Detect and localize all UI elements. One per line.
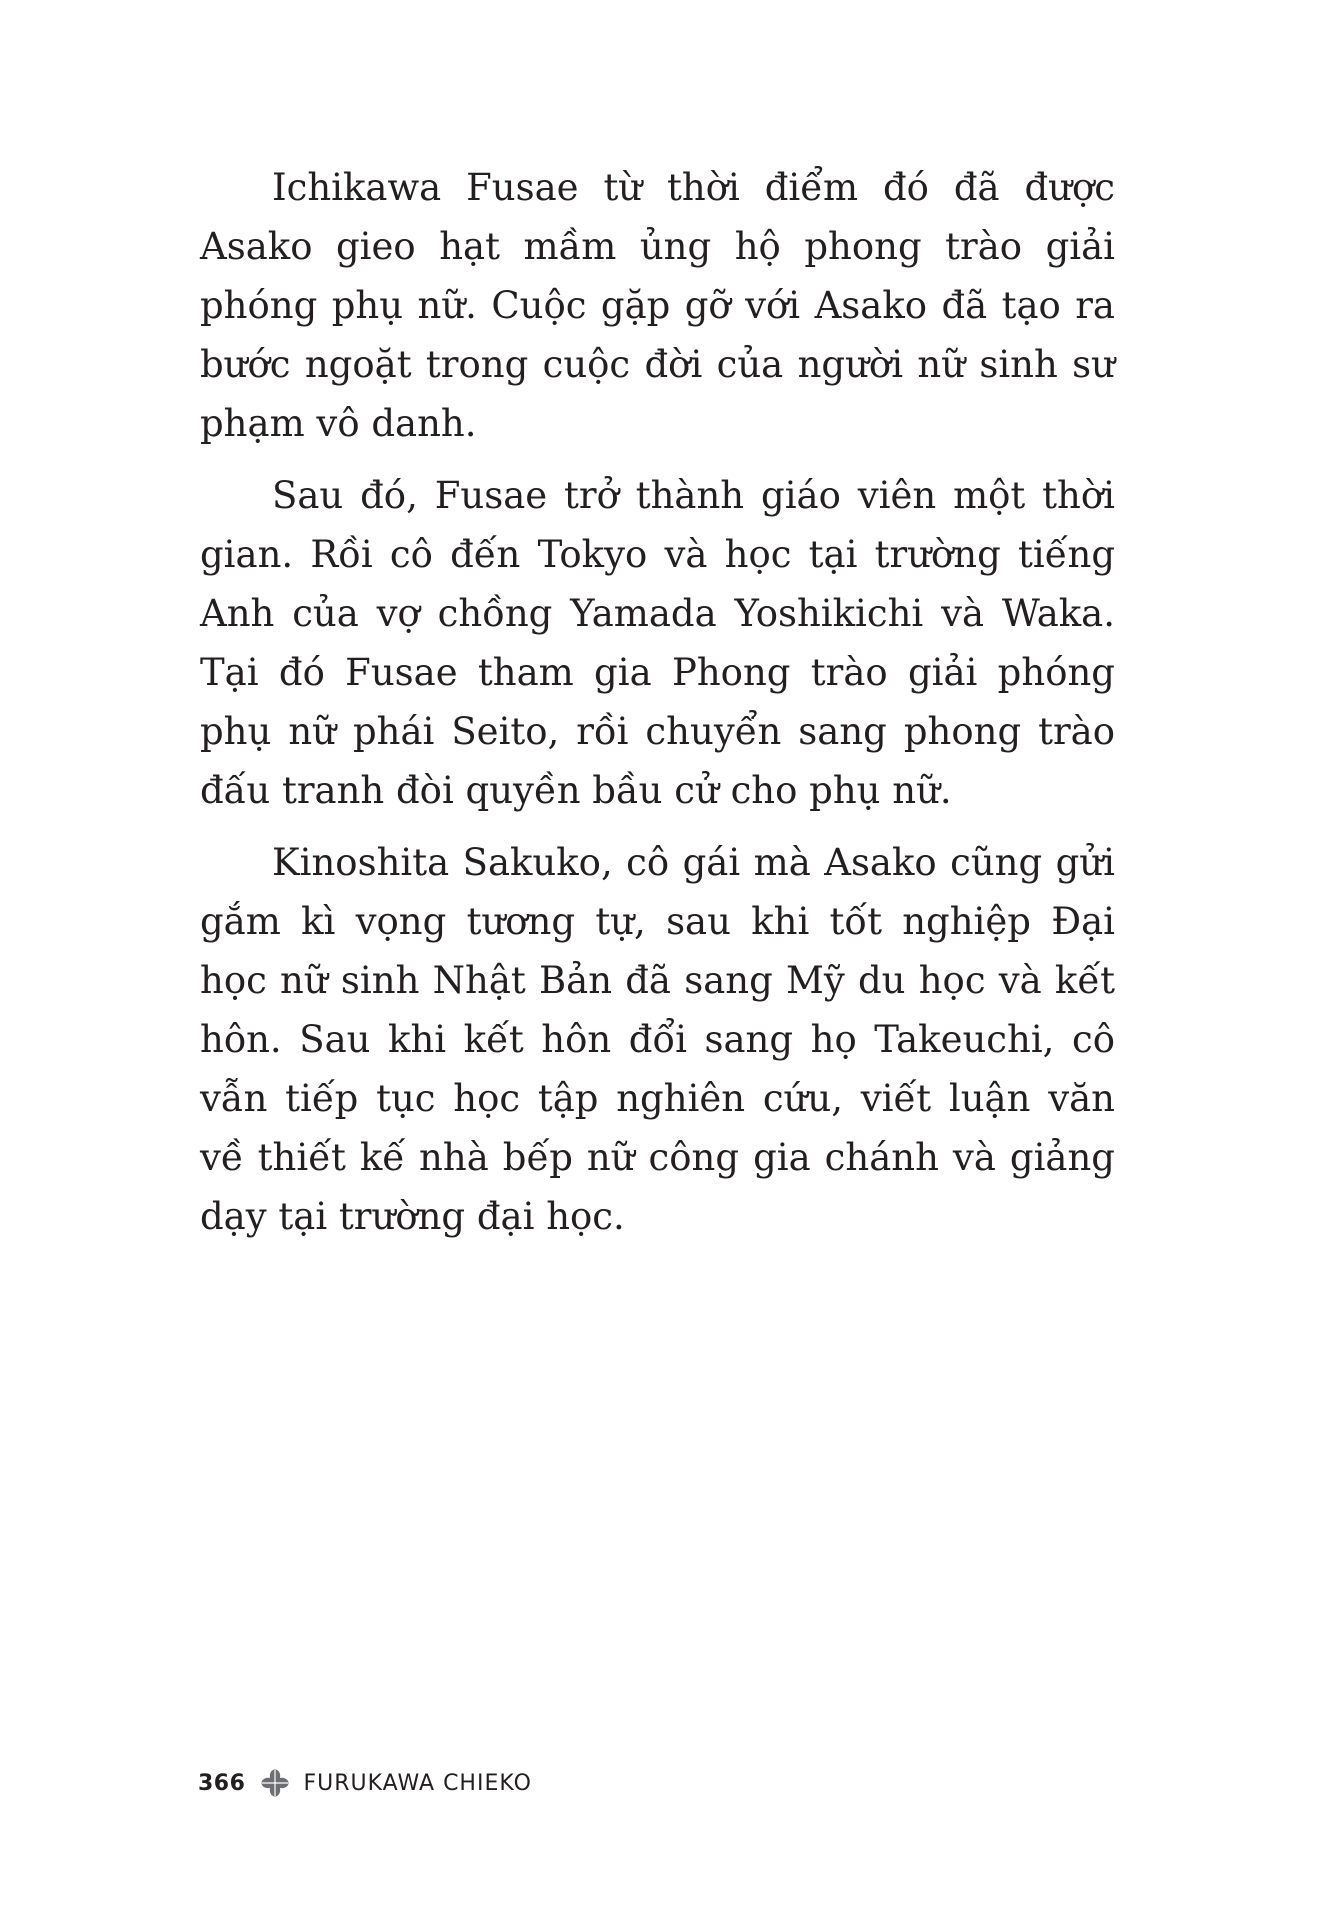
paragraph-3: Kinoshita Sakuko, cô gái mà Asako cũng gửi gắm kì vọng tương tự, sau khi tốt nghiệp Đại học nữ sinh Nhật Bản đã sang Mỹ du học và kết hôn. Sau khi kết hôn đổi sang họ Takeuchi, cô vẫn tiếp tục học tập nghiên cứu, viết luận văn về thiết kế nhà bếp nữ công gia chánh và giảng dạy tại trường đại học. (200, 841, 1115, 1238)
paragraph-2: Sau đó, Fusae trở thành giáo viên một thời gian. Rồi cô đến Tokyo và học tại trường tiếng Anh của vợ chồng Yamada Yoshikichi và Waka. Tại đó Fusae tham gia Phong trào giải phóng phụ nữ phái Seito, rồi chuyển sang phong trào đấu tranh đòi quyền bầu cử cho phụ nữ. (200, 474, 1115, 812)
author-name: FURUKAWA CHIEKO (303, 1770, 532, 1796)
paragraph-1: Ichikawa Fusae từ thời điểm đó đã được Asako gieo hạt mầm ủng hộ phong trào giải phóng phụ nữ. Cuộc gặp gỡ với Asako đã tạo ra bước ngoặt trong cuộc đời của người nữ sinh sư phạm vô danh. (200, 166, 1115, 445)
page-number: 366 (198, 1770, 246, 1796)
body-text (200, 158, 1115, 1259)
clover-icon (259, 1767, 291, 1799)
page-footer (198, 1768, 532, 1798)
